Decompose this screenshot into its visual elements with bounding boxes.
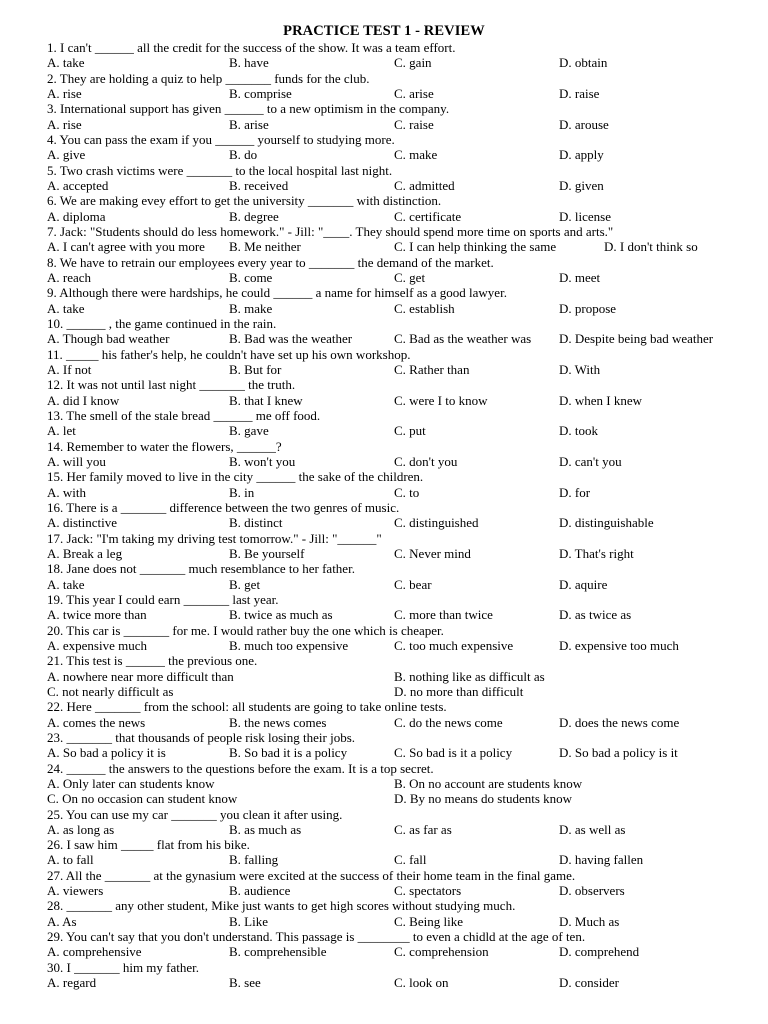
question-text: 15. Her family moved to live in the city ______ the sake of the children. bbox=[47, 469, 424, 485]
answer-option-c: C. establish bbox=[394, 300, 455, 316]
question-text: 2. They are holding a quiz to help _______ funds for the club. bbox=[47, 70, 370, 86]
answer-option-b: B. nothing like as difficult as bbox=[394, 668, 545, 684]
answer-option-a: A. as long as bbox=[47, 821, 115, 837]
question-text: 4. You can pass the exam if you ______ yourself to studying more. bbox=[47, 131, 395, 147]
answer-option-c: C. comprehension bbox=[394, 944, 489, 960]
question-text: 20. This car is _______ for me. I would rather buy the one which is cheaper. bbox=[47, 622, 444, 638]
answer-option-b: B. So bad it is a policy bbox=[229, 745, 348, 761]
answer-option-d: D. arouse bbox=[559, 116, 609, 132]
answer-option-b: B. that I knew bbox=[229, 392, 303, 408]
answer-option-d: D. By no means do students know bbox=[394, 791, 573, 807]
answer-option-c: C. bear bbox=[394, 576, 432, 592]
question-text: 13. The smell of the stale bread ______ me off food. bbox=[47, 407, 321, 423]
answer-option-d: D. can't you bbox=[559, 453, 622, 469]
answer-option-c: C. So bad is it a policy bbox=[394, 745, 513, 761]
answer-option-b: B. received bbox=[229, 177, 289, 193]
answer-option-d: D. license bbox=[559, 208, 611, 224]
answer-option-a: A. viewers bbox=[47, 883, 104, 899]
answer-option-d: D. distinguishable bbox=[559, 515, 654, 531]
answer-option-d: D. observers bbox=[559, 883, 625, 899]
answer-option-c: C. not nearly difficult as bbox=[47, 683, 174, 699]
page-title: PRACTICE TEST 1 - REVIEW bbox=[283, 23, 485, 39]
answer-option-a: A. comes the news bbox=[47, 714, 146, 730]
question-text: 21. This test is ______ the previous one. bbox=[47, 653, 258, 669]
answer-option-d: D. So bad a policy is it bbox=[559, 745, 678, 761]
answer-option-c: C. put bbox=[394, 423, 426, 439]
question-text: 24. ______ the answers to the questions before the exam. It is a top secret. bbox=[47, 760, 434, 776]
answer-option-d: D. expensive too much bbox=[559, 637, 679, 653]
answer-option-c: C. spectators bbox=[394, 883, 462, 899]
question-text: 18. Jane does not _______ much resemblance to her father. bbox=[47, 561, 355, 577]
answer-option-a: A. expensive much bbox=[47, 637, 148, 653]
question-text: 8. We have to retrain our employees every year to _______ the demand of the market. bbox=[47, 254, 494, 270]
answer-option-c: C. get bbox=[394, 269, 426, 285]
answer-option-a: A. will you bbox=[47, 453, 106, 469]
answer-option-b: B. Like bbox=[229, 913, 268, 929]
answer-option-a: A. As bbox=[47, 913, 77, 929]
answer-option-a: A. Break a leg bbox=[47, 545, 123, 561]
question-text: 26. I saw him _____ flat from his bike. bbox=[47, 837, 250, 853]
answer-option-d: D. Much as bbox=[559, 913, 620, 929]
answer-option-b: B. have bbox=[229, 55, 269, 71]
question-text: 29. You can't say that you don't understand. This passage is ________ to even a chidld at the age of ten. bbox=[47, 929, 586, 945]
question-text: 19. This year I could earn _______ last year. bbox=[47, 591, 279, 607]
answer-option-c: C. as far as bbox=[394, 821, 452, 837]
answer-option-b: B. degree bbox=[229, 208, 279, 224]
answer-option-c: C. distinguished bbox=[394, 515, 479, 531]
answer-option-c: C. too much expensive bbox=[394, 637, 514, 653]
answer-option-d: D. took bbox=[559, 423, 598, 439]
answer-option-a: A. take bbox=[47, 300, 85, 316]
answer-option-c: C. raise bbox=[394, 116, 434, 132]
answer-option-b: B. as much as bbox=[229, 821, 302, 837]
answer-option-b: B. come bbox=[229, 269, 273, 285]
answer-option-c: C. fall bbox=[394, 852, 427, 868]
answer-option-c: C. On no occasion can student know bbox=[47, 791, 238, 807]
answer-option-d: D. when I knew bbox=[559, 392, 643, 408]
answer-option-d: D. meet bbox=[559, 269, 601, 285]
answer-option-c: C. I can help thinking the same bbox=[394, 239, 557, 255]
answer-option-b: B. On no account are students know bbox=[394, 775, 583, 791]
question-text: 11. _____ his father's help, he couldn't have set up his own workshop. bbox=[47, 346, 411, 362]
answer-option-d: D. having fallen bbox=[559, 852, 644, 868]
answer-option-d: D. consider bbox=[559, 975, 619, 991]
answer-option-b: B. Me neither bbox=[229, 239, 301, 255]
answer-option-a: A. did I know bbox=[47, 392, 120, 408]
answer-option-d: D. for bbox=[559, 484, 591, 500]
answer-option-a: A. nowhere near more difficult than bbox=[47, 668, 234, 684]
answer-option-d: D. as twice as bbox=[559, 607, 632, 623]
answer-option-b: B. But for bbox=[229, 361, 282, 377]
answer-option-d: D. That's right bbox=[559, 545, 634, 561]
question-text: 12. It was not until last night _______ the truth. bbox=[47, 377, 296, 393]
answer-option-a: A. I can't agree with you more bbox=[47, 239, 205, 255]
answer-option-c: C. don't you bbox=[394, 453, 458, 469]
question-text: 25. You can use my car _______ you clean it after using. bbox=[47, 806, 343, 822]
answer-option-b: B. arise bbox=[229, 116, 269, 132]
question-text: 10. ______ , the game continued in the rain. bbox=[47, 315, 277, 331]
question-text: 14. Remember to water the flowers, ______? bbox=[47, 438, 282, 454]
answer-option-c: C. arise bbox=[394, 85, 434, 101]
question-text: 6. We are making evey effort to get the university _______ with distinction. bbox=[47, 193, 442, 209]
answer-option-c: C. look on bbox=[394, 975, 449, 991]
answer-option-d: D. comprehend bbox=[559, 944, 640, 960]
question-text: 7. Jack: "Students should do less homework." - Jill: "____. They should spend more time on sports and arts." bbox=[47, 223, 614, 239]
question-text: 23. _______ that thousands of people risk losing their jobs. bbox=[47, 729, 356, 745]
answer-option-c: C. were I to know bbox=[394, 392, 488, 408]
answer-option-c: C. to bbox=[394, 484, 420, 500]
answer-option-c: C. admitted bbox=[394, 177, 455, 193]
answer-option-a: A. give bbox=[47, 147, 86, 163]
answer-option-d: D. aquire bbox=[559, 576, 608, 592]
answer-option-b: B. do bbox=[229, 147, 258, 163]
question-text: 16. There is a _______ difference between the two genres of music. bbox=[47, 499, 400, 515]
answer-option-b: B. comprehensible bbox=[229, 944, 327, 960]
answer-option-b: B. in bbox=[229, 484, 255, 500]
answer-option-b: B. distinct bbox=[229, 515, 283, 531]
answer-option-d: D. as well as bbox=[559, 821, 626, 837]
answer-option-b: B. won't you bbox=[229, 453, 296, 469]
answer-option-b: B. audience bbox=[229, 883, 291, 899]
answer-option-b: B. Be yourself bbox=[229, 545, 305, 561]
answer-option-a: A. accepted bbox=[47, 177, 109, 193]
answer-option-c: C. certificate bbox=[394, 208, 462, 224]
answer-option-b: B. get bbox=[229, 576, 261, 592]
answer-option-a: A. comprehensive bbox=[47, 944, 142, 960]
answer-option-a: A. reach bbox=[47, 269, 92, 285]
question-text: 30. I _______ him my father. bbox=[47, 959, 200, 975]
answer-option-c: C. Being like bbox=[394, 913, 463, 929]
answer-option-c: C. Bad as the weather was bbox=[394, 331, 532, 347]
answer-option-c: C. Rather than bbox=[394, 361, 470, 377]
question-text: 1. I can't ______ all the credit for the success of the show. It was a team effort. bbox=[47, 40, 456, 55]
answer-option-d: D. apply bbox=[559, 147, 604, 163]
answer-option-b: B. gave bbox=[229, 423, 269, 439]
answer-option-b: B. twice as much as bbox=[229, 607, 333, 623]
answer-option-b: B. make bbox=[229, 300, 273, 316]
answer-option-a: A. let bbox=[47, 423, 76, 439]
answer-option-a: A. regard bbox=[47, 975, 97, 991]
answer-option-b: B. comprise bbox=[229, 85, 292, 101]
answer-option-a: A. diploma bbox=[47, 208, 106, 224]
answer-option-d: D. Despite being bad weather bbox=[559, 331, 714, 347]
answer-option-a: A. with bbox=[47, 484, 86, 500]
answer-option-a: A. take bbox=[47, 576, 85, 592]
answer-option-c: C. gain bbox=[394, 55, 432, 71]
answer-option-c: C. Never mind bbox=[394, 545, 471, 561]
answer-option-d: D. given bbox=[559, 177, 604, 193]
answer-option-d: D. I don't think so bbox=[604, 239, 698, 255]
answer-option-b: B. the news comes bbox=[229, 714, 327, 730]
answer-option-a: A. rise bbox=[47, 116, 82, 132]
answer-option-d: D. does the news come bbox=[559, 714, 680, 730]
question-text: 9. Although there were hardships, he could ______ a name for himself as a good lawyer. bbox=[47, 285, 507, 301]
answer-option-a: A. Though bad weather bbox=[47, 331, 170, 347]
answer-option-a: A. distinctive bbox=[47, 515, 118, 531]
question-text: 3. International support has given ______ to a new optimism in the company. bbox=[47, 101, 450, 117]
answer-option-a: A. If not bbox=[47, 361, 92, 377]
question-text: 28. _______ any other student, Mike just wants to get high scores without studying much. bbox=[47, 898, 516, 914]
answer-option-c: C. make bbox=[394, 147, 438, 163]
answer-option-a: A. rise bbox=[47, 85, 82, 101]
question-text: 5. Two crash victims were _______ to the local hospital last night. bbox=[47, 162, 393, 178]
answer-option-b: B. falling bbox=[229, 852, 279, 868]
answer-option-a: A. Only later can students know bbox=[47, 775, 215, 791]
answer-option-c: C. do the news come bbox=[394, 714, 503, 730]
answer-option-a: A. twice more than bbox=[47, 607, 147, 623]
question-text: 17. Jack: "I'm taking my driving test tomorrow." - Jill: "______" bbox=[47, 530, 382, 546]
answer-option-b: B. Bad was the weather bbox=[229, 331, 353, 347]
answer-option-a: A. take bbox=[47, 55, 85, 71]
question-text: 27. All the _______ at the gynasium were excited at the success of their home team in the final game. bbox=[47, 867, 576, 883]
answer-option-d: D. raise bbox=[559, 85, 600, 101]
answer-option-d: D. no more than difficult bbox=[394, 683, 524, 699]
question-text: 22. Here _______ from the school: all students are going to take online tests. bbox=[47, 699, 447, 715]
answer-option-d: D. obtain bbox=[559, 55, 608, 71]
answer-option-a: A. So bad a policy it is bbox=[47, 745, 166, 761]
answer-option-a: A. to fall bbox=[47, 852, 94, 868]
answer-option-d: D. propose bbox=[559, 300, 617, 316]
answer-option-b: B. see bbox=[229, 975, 261, 991]
answer-option-b: B. much too expensive bbox=[229, 637, 349, 653]
answer-option-c: C. more than twice bbox=[394, 607, 493, 623]
answer-option-d: D. With bbox=[559, 361, 601, 377]
